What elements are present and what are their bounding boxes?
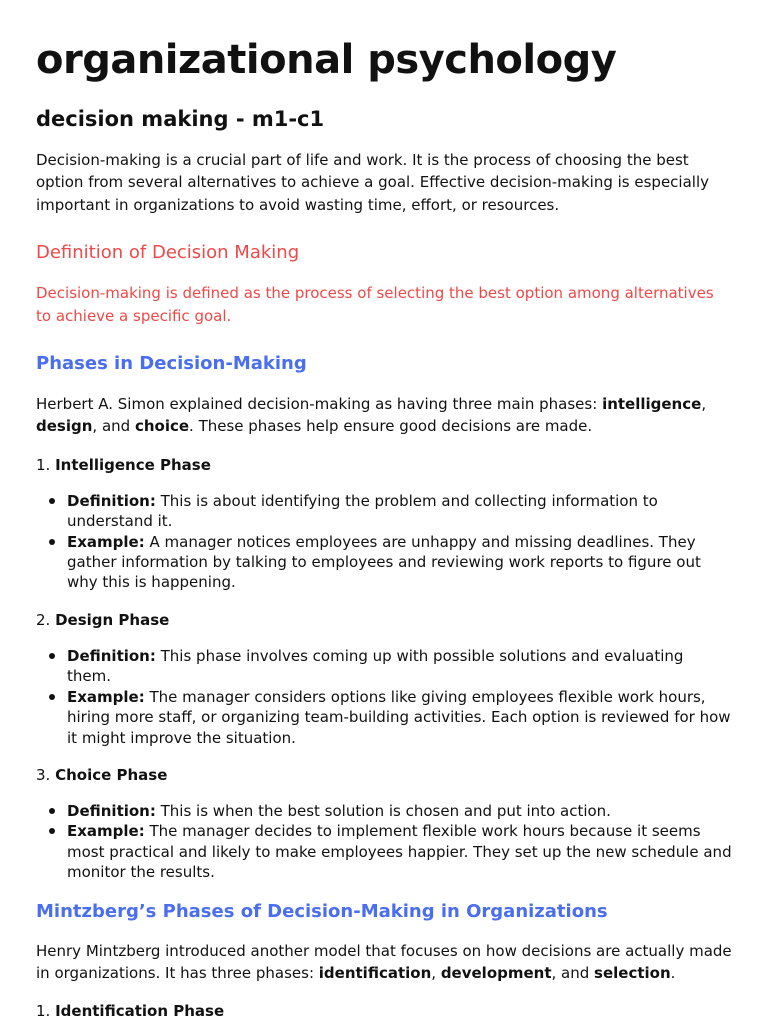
example-label: Example: — [67, 532, 145, 551]
list-item — [67, 801, 732, 821]
separator: , — [431, 963, 441, 982]
mintzberg-intro-end: . — [670, 963, 676, 982]
term-identification: identification — [318, 963, 432, 982]
separator: , and — [92, 417, 135, 436]
definition-text: Decision-making is defined as the process of selecting the best option among alternatives to achieve a specific goal. — [36, 284, 714, 325]
list-item — [67, 491, 732, 532]
list-item — [67, 532, 732, 593]
intro-paragraph: Decision-making is a crucial part of life and work. It is the process of choosing the best option from several alternatives to achieve a goal. Effective decision-making is especially important in organizations to avoid wasting time, effort, or resources. — [36, 151, 709, 214]
mintzberg-intro-text: Henry Mintzberg introduced another model that focuses on how decisions are actually made in organizations. It has three phases: — [36, 941, 732, 982]
example-text: A manager notices employees are unhappy and missing deadlines. They gather information by talking to employees and reviewing work reports to figure out why this is happening. — [67, 532, 701, 592]
example-text: The manager decides to implement flexible work hours because it seems most practical and likely to make employees happier. They set up the new schedule and monitor the results. — [67, 822, 732, 882]
phase-number: 1. — [36, 1002, 51, 1021]
list-item — [67, 687, 732, 748]
mintzberg-phase-1-title — [36, 1000, 732, 1022]
phase-number: 1. — [36, 455, 51, 474]
phase-number: 3. — [36, 765, 51, 784]
example-label: Example: — [67, 822, 145, 841]
simon-intro-paragraph — [36, 393, 732, 438]
phase-1-list — [36, 491, 732, 593]
separator: , — [701, 395, 707, 414]
mintzberg-heading: Mintzberg’s Phases of Decision-Making in Organizations — [36, 900, 608, 922]
list-item — [67, 821, 732, 882]
example-label: Example: — [67, 687, 145, 706]
definition-label: Definition: — [67, 801, 156, 820]
phase-number: 2. — [36, 610, 51, 629]
example-text: The manager considers options like giving employees flexible work hours, hiring more staff, or organizing team-building activities. Each option is reviewed for how it might improve the situation. — [67, 687, 731, 747]
mintzberg-intro-paragraph — [36, 940, 732, 985]
phase-3-title — [36, 764, 732, 786]
definition-text: This is about identifying the problem and collecting information to understand it. — [67, 491, 658, 531]
phase-3-list — [36, 801, 732, 883]
term-design: design — [36, 417, 93, 436]
phase-2-list — [36, 646, 732, 748]
definition-label: Definition: — [67, 646, 156, 665]
list-item — [67, 646, 732, 687]
term-development: development — [440, 963, 552, 982]
phase-name: Choice Phase — [55, 765, 168, 784]
section-subtitle: decision making - m1-c1 — [36, 107, 325, 131]
page-title: organizational psychology — [36, 37, 617, 83]
phase-name: Identification Phase — [55, 1002, 225, 1021]
phase-1-title — [36, 454, 732, 476]
definition-text: This phase involves coming up with possible solutions and evaluating them. — [67, 646, 684, 686]
term-choice: choice — [134, 417, 190, 436]
simon-intro-text: Herbert A. Simon explained decision-making as having three main phases: — [36, 395, 603, 414]
separator: , and — [551, 963, 595, 982]
phase-2-title — [36, 609, 732, 631]
definition-label: Definition: — [67, 491, 156, 510]
phases-heading: Phases in Decision-Making — [36, 353, 307, 375]
term-selection: selection — [594, 963, 671, 982]
phase-name: Intelligence Phase — [55, 455, 211, 474]
definition-text: This is when the best solution is chosen and put into action. — [155, 801, 611, 820]
simon-intro-end: . These phases help ensure good decisions are made. — [189, 417, 593, 436]
definition-heading: Definition of Decision Making — [36, 242, 300, 264]
phase-name: Design Phase — [55, 610, 170, 629]
term-intelligence: intelligence — [602, 395, 702, 414]
